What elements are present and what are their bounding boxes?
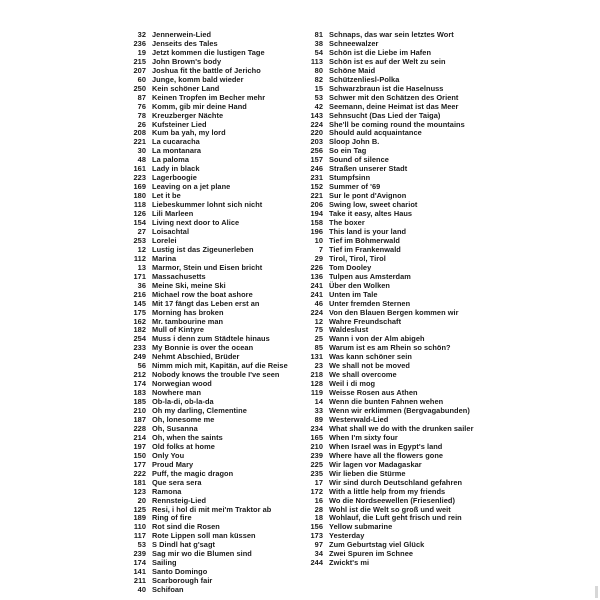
song-title: Nehmt Abschied, Brüder	[152, 352, 240, 362]
page-number: 76	[137, 101, 146, 111]
song-title: Lady in black	[152, 164, 200, 174]
song-title: Tief im Böhmerwald	[329, 235, 400, 245]
page-number: 235	[310, 468, 323, 478]
song-title: Wohl ist die Welt so groß und weit	[329, 504, 451, 514]
page-number: 215	[133, 56, 146, 66]
page-number: 97	[314, 540, 323, 550]
page-number: 56	[137, 361, 146, 371]
index-column-left	[128, 31, 328, 595]
page-number: 157	[310, 155, 323, 165]
page-number: 14	[314, 397, 323, 407]
song-title: We shall not be moved	[329, 361, 410, 371]
page-number: 10	[314, 235, 323, 245]
song-title: Wann i von der Alm abigeh	[329, 334, 425, 344]
song-title: Oh, lonesome me	[152, 414, 215, 424]
song-title: Tom Dooley	[329, 262, 372, 272]
song-title: La paloma	[152, 155, 190, 165]
song-title: Living next door to Alice	[152, 218, 240, 228]
page-number: 196	[310, 226, 323, 236]
page-number: 175	[133, 307, 146, 317]
page-number: 125	[133, 504, 146, 514]
page-number: 33	[314, 406, 323, 416]
page-number: 17	[314, 477, 323, 487]
song-title: John Brown's body	[152, 56, 222, 66]
page-number: 226	[310, 262, 323, 272]
page-number: 118	[133, 200, 146, 210]
page-number: 128	[310, 379, 323, 389]
page-number: 123	[133, 486, 146, 496]
song-title: Que sera sera	[152, 477, 202, 487]
page-number: 171	[133, 271, 146, 281]
song-title: She'll be coming round the mountains	[329, 119, 465, 129]
page-number: 253	[133, 235, 146, 245]
song-title: Lili Marleen	[152, 209, 194, 219]
song-title: S Dindl hat g'sagt	[152, 540, 216, 550]
page-number: 208	[133, 128, 146, 138]
song-title: Mit 17 fängt das Leben erst an	[152, 298, 260, 308]
page-number: 210	[133, 406, 146, 416]
page-number: 19	[137, 47, 146, 57]
page-number: 228	[133, 423, 146, 433]
song-title: Sehnsucht (Das Lied der Taiga)	[329, 110, 441, 120]
song-title: Was kann schöner sein	[329, 352, 412, 362]
song-title: Resi, i hol di mit mei'm Traktor ab	[152, 504, 272, 514]
page-number: 239	[310, 450, 323, 460]
page-number: 256	[310, 146, 323, 156]
song-title: Kein schöner Land	[152, 83, 220, 93]
page-number: 154	[133, 218, 146, 228]
page-number: 54	[314, 47, 323, 57]
song-title: Straßen unserer Stadt	[329, 164, 408, 174]
song-title: Weil i di mog	[329, 379, 376, 389]
song-title: Where have all the flowers gone	[329, 450, 444, 460]
song-title: Marmor, Stein und Eisen bricht	[152, 262, 263, 272]
page-number: 206	[310, 200, 323, 210]
page-number: 110	[133, 522, 146, 532]
song-title: Nowhere man	[152, 388, 202, 398]
page-number: 220	[310, 128, 323, 138]
song-title: Massachusetts	[152, 271, 206, 281]
page-number: 162	[133, 316, 146, 326]
page-number: 241	[310, 289, 323, 299]
song-title: La montanara	[152, 146, 202, 156]
song-title: Yesterday	[329, 531, 365, 541]
page-number: 131	[310, 352, 323, 362]
page-number: 212	[133, 370, 146, 380]
song-title: Keinen Tropfen im Becher mehr	[152, 92, 266, 102]
song-title: Oh, Susanna	[152, 423, 198, 433]
page-number: 172	[310, 486, 323, 496]
page-number: 143	[310, 110, 323, 120]
song-title: Wir lieben die Stürme	[329, 468, 406, 478]
song-title: Nobody knows the trouble I've seen	[152, 370, 280, 380]
song-title: Norwegian wood	[152, 379, 212, 389]
page-number: 239	[133, 549, 146, 559]
song-title: Oh, when the saints	[152, 432, 223, 442]
song-title: Meine Ski, meine Ski	[152, 280, 226, 290]
page-number: 20	[137, 495, 146, 505]
page-number: 60	[137, 74, 146, 84]
song-title: Waldeslust	[329, 325, 369, 335]
song-title: Loisachtal	[152, 226, 190, 236]
page-edge-mark	[595, 586, 598, 598]
song-title: Weisse Rosen aus Athen	[329, 388, 418, 398]
song-title: Schöne Maid	[329, 65, 376, 75]
page-number: 46	[314, 298, 323, 308]
page-number: 187	[133, 414, 146, 424]
page-number: 53	[137, 540, 146, 550]
song-title: Wenn die bunten Fahnen wehen	[329, 397, 444, 407]
song-title: Schnaps, das war sein letztes Wort	[329, 30, 454, 39]
song-title: Should auld acquaintance	[329, 128, 422, 138]
song-title: With a little help from my friends	[329, 486, 446, 496]
song-title: Schneewalzer	[329, 38, 379, 48]
song-title: Schön ist die Liebe im Hafen	[329, 47, 432, 57]
song-title: Sag mir wo die Blumen sind	[152, 549, 252, 559]
song-title: Lagerboogie	[152, 173, 197, 183]
page-number: 223	[133, 173, 146, 183]
song-title: Only You	[152, 450, 185, 460]
page-number: 28	[314, 504, 323, 514]
song-title: Ramona	[152, 486, 182, 496]
page-number: 78	[137, 110, 146, 120]
page-number: 165	[310, 432, 323, 442]
song-title: Tirol, Tirol, Tirol	[329, 253, 386, 263]
page-number: 173	[310, 531, 323, 541]
page-number: 12	[314, 316, 323, 326]
page-number: 40	[137, 585, 146, 595]
song-title: Stumpfsinn	[329, 173, 371, 183]
song-title: Mull of Kintyre	[152, 325, 205, 335]
page-number: 181	[133, 477, 146, 487]
page-number: 250	[133, 83, 146, 93]
page-number: 169	[133, 182, 146, 192]
song-title: Ring of fire	[152, 513, 192, 523]
song-title: Morning has broken	[152, 307, 224, 317]
song-title: So ein Tag	[329, 146, 367, 156]
song-title: Wo die Nordseewellen (Friesenlied)	[329, 495, 456, 505]
page-number: 75	[314, 325, 323, 335]
page-number: 117	[133, 531, 146, 541]
song-title: Warum ist es am Rhein so schön?	[329, 343, 451, 353]
song-title: When Israel was in Egypt's land	[329, 441, 443, 451]
song-title: When I'm sixty four	[329, 432, 398, 442]
song-title: Jennerwein-Lied	[152, 30, 212, 39]
song-title: Wir lagen vor Madagaskar	[329, 459, 422, 469]
page-number: 224	[310, 119, 323, 129]
song-title: Kufsteiner Lied	[152, 119, 207, 129]
page-number: 23	[314, 361, 323, 371]
song-title: Lustig ist das Zigeunerleben	[152, 244, 254, 254]
page-number: 156	[310, 522, 323, 532]
song-title: Tulpen aus Amsterdam	[329, 271, 411, 281]
page-number: 222	[133, 468, 146, 478]
page-number: 211	[133, 576, 146, 586]
page-number: 189	[133, 513, 146, 523]
index-column-right	[305, 31, 505, 568]
page-number: 80	[314, 65, 323, 75]
page-number: 216	[133, 289, 146, 299]
page-number: 32	[137, 30, 146, 39]
page-number: 185	[133, 397, 146, 407]
song-title: Marina	[152, 253, 177, 263]
song-title: This land is your land	[329, 226, 407, 236]
page-number: 218	[310, 370, 323, 380]
index-entry	[128, 586, 328, 595]
song-title: Unten im Tale	[329, 289, 378, 299]
page-number: 177	[133, 459, 146, 469]
page-number: 27	[137, 226, 146, 236]
page-number: 30	[137, 146, 146, 156]
page-number: 234	[310, 423, 323, 433]
song-title: Leaving on a jet plane	[152, 182, 231, 192]
song-title: Über den Wolken	[329, 280, 390, 290]
page-number: 246	[310, 164, 323, 174]
song-title: Proud Mary	[152, 459, 194, 469]
page-number: 174	[133, 379, 146, 389]
song-title: Puff, the magic dragon	[152, 468, 234, 478]
song-title: Kreuzberger Nächte	[152, 110, 224, 120]
song-title: Scarborough fair	[152, 576, 213, 586]
page-number: 161	[133, 164, 146, 174]
page-number: 48	[137, 155, 146, 165]
page-number: 236	[133, 38, 146, 48]
song-title: What shall we do with the drunken sailer	[329, 423, 474, 433]
page-number: 136	[310, 271, 323, 281]
song-title: Old folks at home	[152, 441, 215, 451]
page-number: 89	[314, 414, 323, 424]
song-title: Rennsteig-Lied	[152, 495, 207, 505]
page-number: 36	[137, 280, 146, 290]
song-title: Liebeskummer lohnt sich nicht	[152, 200, 263, 210]
page-number: 214	[133, 432, 146, 442]
song-title: Jenseits des Tales	[152, 38, 218, 48]
song-title: Rote Lippen soll man küssen	[152, 531, 256, 541]
page-number: 231	[310, 173, 323, 183]
song-title: Jetzt kommen die lustigen Tage	[152, 47, 265, 57]
song-title: Sound of silence	[329, 155, 389, 165]
page-number: 112	[133, 253, 146, 263]
page-number: 26	[137, 119, 146, 129]
song-title: My Bonnie is over the ocean	[152, 343, 254, 353]
song-title: Schön ist es auf der Welt zu sein	[329, 56, 446, 66]
page-number: 25	[314, 334, 323, 344]
song-title: Yellow submarine	[329, 522, 393, 532]
page-number: 249	[133, 352, 146, 362]
song-title: Zum Geburtstag viel Glück	[329, 540, 425, 550]
page-number: 174	[133, 558, 146, 568]
song-title: Unter fremden Sternen	[329, 298, 411, 308]
page-number: 53	[314, 92, 323, 102]
page-number: 141	[133, 567, 146, 577]
page-number: 15	[314, 83, 323, 93]
song-title: Schwer mit den Schätzen des Orient	[329, 92, 459, 102]
song-title: The boxer	[329, 218, 365, 228]
page-number: 145	[133, 298, 146, 308]
page-number: 244	[310, 558, 323, 568]
page-number: 203	[310, 137, 323, 147]
song-title: Sailing	[152, 558, 177, 568]
song-title: Mr. tambourine man	[152, 316, 224, 326]
song-title: Rot sind die Rosen	[152, 522, 220, 532]
page-number: 85	[314, 343, 323, 353]
song-title: Kum ba yah, my lord	[152, 128, 226, 138]
song-title: Muss i denn zum Städtele hinaus	[152, 334, 270, 344]
page-number: 150	[133, 450, 146, 460]
song-title: Wir sind durch Deutschland gefahren	[329, 477, 463, 487]
song-title: Seemann, deine Heimat ist das Meer	[329, 101, 459, 111]
song-title: Wenn wir erklimmen (Bergvagabunden)	[329, 406, 470, 416]
song-title: Schwarzbraun ist die Haselnuss	[329, 83, 444, 93]
page-number: 12	[137, 244, 146, 254]
song-title: Von den Blauen Bergen kommen wir	[329, 307, 459, 317]
page-number: 158	[310, 218, 323, 228]
song-title: Oh my darling, Clementine	[152, 406, 247, 416]
song-title: Ob-la-di, ob-la-da	[152, 397, 214, 407]
page-number: 119	[310, 388, 323, 398]
song-title: Wahre Freundschaft	[329, 316, 402, 326]
song-title: Let it be	[152, 191, 181, 201]
page-number: 221	[310, 191, 323, 201]
page-number: 221	[133, 137, 146, 147]
page-number: 82	[314, 74, 323, 84]
page-number: 180	[133, 191, 146, 201]
page-number: 241	[310, 280, 323, 290]
song-title: Joshua fit the battle of Jericho	[152, 65, 261, 75]
song-title: We shall overcome	[329, 370, 397, 380]
song-title: Komm, gib mir deine Hand	[152, 101, 247, 111]
page-number: 182	[133, 325, 146, 335]
page-number: 207	[133, 65, 146, 75]
song-title: Sloop John B.	[329, 137, 380, 147]
page-number: 16	[314, 495, 323, 505]
song-title: Santo Domingo	[152, 567, 208, 577]
song-title: Junge, komm bald wieder	[152, 74, 244, 84]
page-number: 126	[133, 209, 146, 219]
page-number: 254	[133, 334, 146, 344]
song-title: Zwei Spuren im Schnee	[329, 549, 414, 559]
song-title: Take it easy, altes Haus	[329, 209, 413, 219]
song-title: La cucaracha	[152, 137, 200, 147]
song-title: Wohlauf, die Luft geht frisch und rein	[329, 513, 462, 523]
song-title: Michael row the boat ashore	[152, 289, 253, 299]
page-number: 197	[133, 441, 146, 451]
page-number: 34	[314, 549, 323, 559]
song-title: Summer of '69	[329, 182, 381, 192]
page-number: 81	[314, 30, 323, 39]
page-number: 87	[137, 92, 146, 102]
page-number: 113	[310, 56, 323, 66]
song-title: Sur le pont d'Avignon	[329, 191, 407, 201]
page-number: 224	[310, 307, 323, 317]
song-title: Lorelei	[152, 235, 177, 245]
song-title: Westerwald-Lied	[329, 414, 389, 424]
index-entry	[305, 559, 505, 568]
page-number: 152	[310, 182, 323, 192]
page-number: 210	[310, 441, 323, 451]
page-number: 183	[133, 388, 146, 398]
song-title: Nimm mich mit, Kapitän, auf die Reise	[152, 361, 288, 371]
page-number: 7	[318, 244, 323, 254]
page-number: 18	[314, 513, 323, 523]
page-number: 29	[314, 253, 323, 263]
page-number: 233	[133, 343, 146, 353]
page-number: 42	[314, 101, 323, 111]
song-title: Swing low, sweet chariot	[329, 200, 418, 210]
page-number: 38	[314, 38, 323, 48]
page-number: 225	[310, 459, 323, 469]
page-number: 13	[137, 262, 146, 272]
song-title: Tief im Frankenwald	[329, 244, 401, 254]
song-title: Schifoan	[152, 585, 184, 595]
page-number: 194	[310, 209, 323, 219]
song-title: Zwickt's mi	[329, 558, 370, 568]
song-title: Schützenliesl-Polka	[329, 74, 400, 84]
